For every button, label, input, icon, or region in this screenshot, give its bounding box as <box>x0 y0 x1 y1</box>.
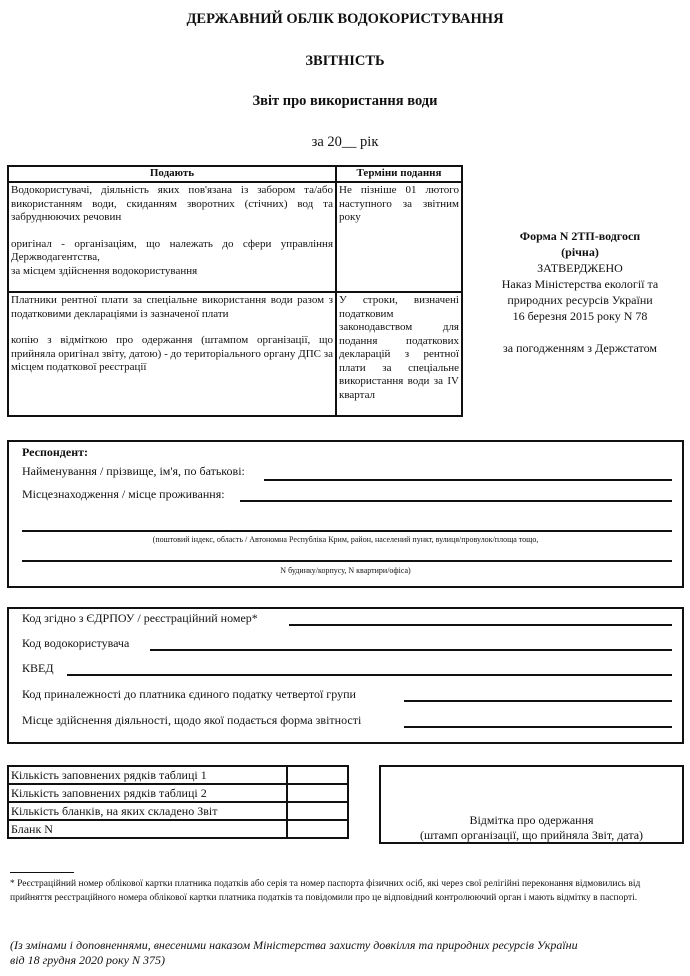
respondent-heading: Респондент: <box>22 445 88 459</box>
order-line-3: 16 березня 2015 року N 78 <box>512 309 648 323</box>
address-hint-2: N будинку/корпусу, N квартири/офіса) <box>280 566 411 575</box>
respondent-section <box>7 440 684 588</box>
document-title: ДЕРЖАВНИЙ ОБЛІК ВОДОКОРИСТУВАННЯ <box>186 11 504 27</box>
kved-label: КВЕД <box>22 661 54 675</box>
water-user-code-input[interactable] <box>150 649 672 651</box>
submitters-text: Платники рентної плати за спеціальне використання води разом з податковими деклараціями із зазначеної плати <box>11 294 333 320</box>
table-row <box>8 784 348 802</box>
form-approval-block <box>475 228 685 356</box>
footnote: * Реєстраційний номер облікової картки платника податків або серія та номер паспорта фізичних осіб, які через свої релігійні переконання відмовились від прийняття реєстраційного номера облікової картки платника податків та повідомили про це відповідний контролюючий орган і мають відмітку в паспорті. <box>10 879 641 903</box>
address-hint-1: (поштовий індекс, область / Автономна Республіка Крим, район, населений пункт, вулиця/провулок/площа тощо, <box>152 535 539 544</box>
submission-table <box>7 165 463 417</box>
footnote-divider <box>10 872 74 873</box>
count-value-input[interactable] <box>287 784 348 802</box>
kved-input[interactable] <box>67 674 672 676</box>
name-label: Найменування / прізвище, ім'я, по батькові: <box>22 464 245 478</box>
deadline-cell: У строки, визначені податковим законодавством для подання податкових декларацій з рентної плати за спеціальне використання води за IV квартал <box>336 292 462 416</box>
form-number: Форма N 2ТП-водгосп <box>519 229 641 243</box>
codes-section <box>7 607 684 744</box>
submitters-place: за місцем здійснення водокористування <box>11 264 198 277</box>
receipt-hint: (штамп організації, що прийняла Звіт, дата) <box>419 828 644 842</box>
counts-table <box>7 765 349 839</box>
count-label: Кількість заповнених рядків таблиці 2 <box>8 784 287 802</box>
amendment-line-1: (Із змінами і доповненнями, внесеними наказом Міністерства захисту довкілля та природних ресурсів України <box>10 938 578 952</box>
submitters-destination: копію з відміткою про одержання (штампом організації, що прийняла оригінал звіту, датою) - до територіального органу ДПС за місцем податкової реєстрації <box>11 334 333 373</box>
agreement-label: за погодженням з Держстатом <box>503 341 657 355</box>
order-line-1: Наказ Міністерства екології та <box>501 277 659 291</box>
single-tax-input[interactable] <box>404 700 672 702</box>
report-name: Звіт про використання води <box>252 93 438 109</box>
receipt-stamp-area[interactable] <box>379 765 684 844</box>
document-subtitle: ЗВІТНІСТЬ <box>305 53 385 69</box>
submitters-cell <box>8 182 336 292</box>
column-header-deadline: Терміни подання <box>336 166 462 182</box>
table-row <box>8 766 348 784</box>
table-header-row <box>8 166 462 182</box>
water-user-code-label: Код водокористувача <box>22 636 130 650</box>
count-label: Кількість бланків, на яких складено Звіт <box>8 802 287 820</box>
count-value-input[interactable] <box>287 766 348 784</box>
count-label: Бланк N <box>8 820 287 838</box>
count-value-input[interactable] <box>287 802 348 820</box>
column-header-who: Подають <box>8 166 336 182</box>
table-row <box>8 182 462 292</box>
order-line-2: природних ресурсів України <box>507 293 653 307</box>
single-tax-label: Код приналежності до платника єдиного податку четвертої групи <box>22 687 356 701</box>
name-input[interactable] <box>264 479 672 481</box>
activity-place-label: Місце здійснення діяльності, щодо якої подається форма звітності <box>22 713 362 727</box>
count-value-input[interactable] <box>287 820 348 838</box>
edrpou-input[interactable] <box>289 624 672 626</box>
approved-label: ЗАТВЕРДЖЕНО <box>537 261 623 275</box>
address-line-1-input[interactable] <box>22 530 672 532</box>
deadline-cell: Не пізніше 01 лютого наступного за звітним року <box>336 182 462 292</box>
receipt-label: Відмітка про одержання <box>469 813 594 827</box>
submitters-text: Водокористувачі, діяльність яких пов'язана із забором та/або використанням води, скиданням зворотних (стічних) вод та забруднюючих речовин <box>11 184 333 223</box>
address-line-2-input[interactable] <box>22 560 672 562</box>
table-row <box>8 802 348 820</box>
table-row <box>8 820 348 838</box>
location-input[interactable] <box>240 500 672 502</box>
amendment-line-2: від 18 грудня 2020 року N 375) <box>10 953 165 967</box>
table-row <box>8 292 462 416</box>
edrpou-label: Код згідно з ЄДРПОУ / реєстраційний номер* <box>22 611 258 625</box>
amendment-note <box>10 938 690 968</box>
report-period: за 20__ рік <box>311 134 379 150</box>
activity-place-input[interactable] <box>404 726 672 728</box>
location-label: Місцезнаходження / місце проживання: <box>22 487 225 501</box>
form-period: (річна) <box>561 245 599 259</box>
count-label: Кількість заповнених рядків таблиці 1 <box>8 766 287 784</box>
submitters-cell <box>8 292 336 416</box>
submitters-destination: оригінал - організаціям, що належать до сфери управління Держводагентства, <box>11 237 333 263</box>
